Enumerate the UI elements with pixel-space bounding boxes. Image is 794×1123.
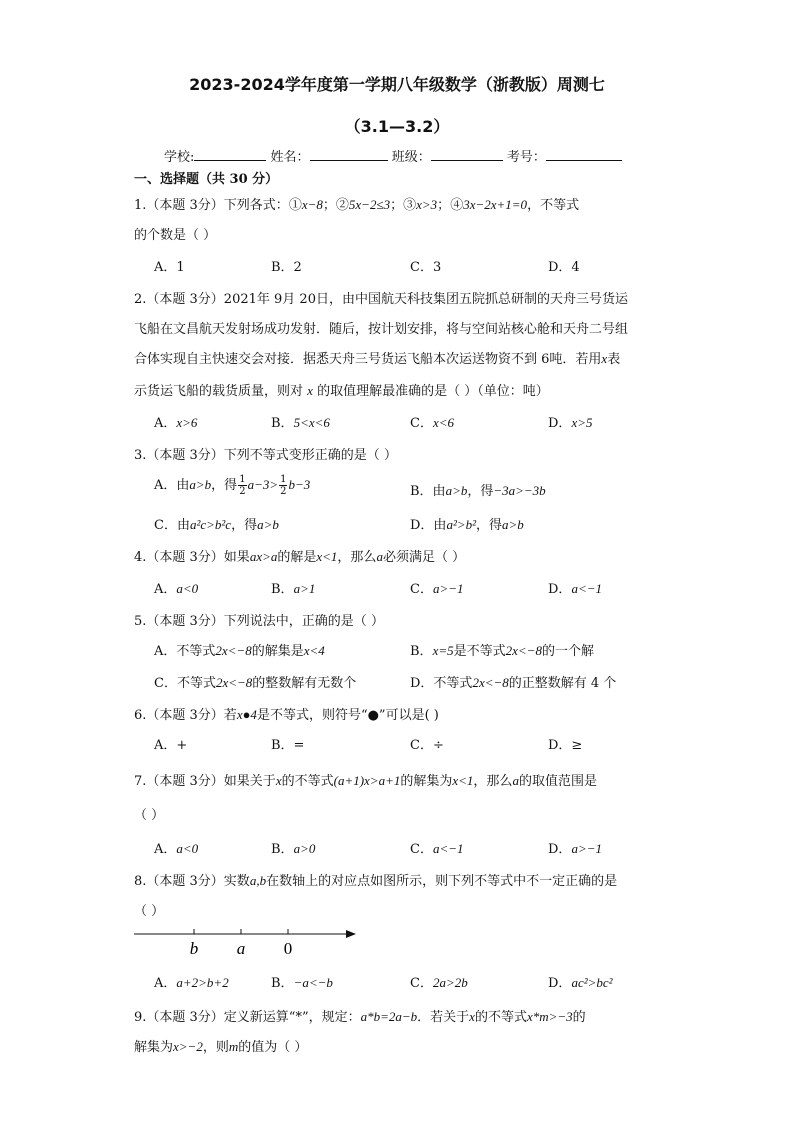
school-label: 学校: <box>164 150 195 165</box>
q5-option-d[interactable]: D．不等式2x<−8的正整数解有 4 个 <box>410 675 617 691</box>
question-8-line2: （ ） <box>134 904 165 919</box>
fraction-half: $\frac{1}{2}$ <box>239 474 246 497</box>
q1-option-d[interactable]: D．4 <box>548 260 580 275</box>
q5-option-b[interactable]: B．x=5是不等式2x<−8的一个解 <box>410 643 594 659</box>
question-2-line1: 2.（本题 3分）2021年 9月 20日，由中国航天科技集团五院抓总研制的天舟三号货运 <box>134 292 628 307</box>
section-title: 一、选择题（共 30 分） <box>134 172 279 187</box>
question-1-line2: 的个数是（ ） <box>134 228 217 243</box>
class-label: 班级： <box>391 150 431 165</box>
q3-option-b[interactable]: B．由a>b，得−3a>−3b <box>410 483 546 499</box>
page-subtitle: （3.1—3.2） <box>344 117 450 136</box>
q4-option-d[interactable]: D．a<−1 <box>548 581 602 597</box>
q2-option-c[interactable]: C．x<6 <box>410 415 454 431</box>
label-a: a <box>236 939 246 958</box>
q2-option-d[interactable]: D．x>5 <box>548 415 593 431</box>
school-blank[interactable] <box>194 148 266 161</box>
number-label: 考号： <box>506 150 546 165</box>
question-5-stem: 5.（本题 3分）下列说法中，正确的是（ ） <box>134 614 384 629</box>
q3-option-d[interactable]: D．由a²>b²，得a>b <box>410 517 524 533</box>
question-2-line4: 示货运飞船的载货质量，则对 x 的取值理解最准确的是（ ）（单位：吨） <box>134 383 549 399</box>
question-4-stem: 4.（本题 3分）如果ax>a的解是x<1，那么a必须满足（ ） <box>134 549 466 565</box>
q2-option-b[interactable]: B．5<x<6 <box>271 415 330 431</box>
number-line-arrow <box>346 930 356 938</box>
q4-option-c[interactable]: C．a>−1 <box>410 581 464 597</box>
question-9-line2: 解集为x>−2，则m的值为（ ） <box>134 1039 308 1055</box>
name-blank[interactable] <box>310 148 388 161</box>
q8-option-a[interactable]: A．a+2>b+2 <box>154 975 229 991</box>
fraction-half: $\frac{1}{2}$ <box>280 474 287 497</box>
q6-option-d[interactable]: D．≥ <box>548 738 583 753</box>
q6-option-b[interactable]: B．= <box>271 738 305 753</box>
q7-option-b[interactable]: B．a>0 <box>271 841 316 857</box>
q1-option-a[interactable]: A．1 <box>154 260 185 275</box>
q7-option-c[interactable]: C．a<−1 <box>410 841 464 857</box>
q4-option-b[interactable]: B．a>1 <box>271 581 316 597</box>
question-3-stem: 3.（本题 3分）下列不等式变形正确的是（ ） <box>134 448 397 463</box>
q2-option-a[interactable]: A．x>6 <box>154 415 198 431</box>
page-title: 2023-2024学年度第一学期八年级数学（浙教版）周测七 <box>189 75 605 94</box>
q5-option-c[interactable]: C．不等式2x<−8的整数解有无数个 <box>154 675 357 691</box>
question-7-stem: 7.（本题 3分）如果关于x的不等式(a+1)x>a+1的解集为x<1，那么a的取值范围是 <box>134 773 597 789</box>
q5-option-a[interactable]: A．不等式2x<−8的解集是x<4 <box>154 643 325 659</box>
question-7-line2: （ ） <box>134 808 165 823</box>
q7-option-d[interactable]: D．a>−1 <box>548 841 602 857</box>
label-b: b <box>189 939 199 958</box>
q4-option-a[interactable]: A．a<0 <box>154 581 199 597</box>
q3-option-c[interactable]: C．由a²c>b²c，得a>b <box>154 517 279 533</box>
q1-option-b[interactable]: B．2 <box>271 260 302 275</box>
name-label: 姓名： <box>270 150 310 165</box>
question-9-stem: 9.（本题 3分）定义新运算“*”，规定：a*b=2a−b．若关于x的不等式x*m>−3的 <box>134 1009 586 1025</box>
class-blank[interactable] <box>431 148 503 161</box>
q3-option-a[interactable]: A．由a>b，得 $\frac{1}{2}$ a−3> $\frac{1}{2}$ b−3 <box>154 474 311 497</box>
q8-option-d[interactable]: D．ac²>bc² <box>548 975 613 991</box>
number-line-figure <box>130 924 362 960</box>
q1-option-c[interactable]: C．3 <box>410 260 442 275</box>
question-1-stem: 1.（本题 3分）下列各式：①x−8；②5x−2≤3；③x>3；④3x−2x+1=0，不等式 <box>134 197 580 213</box>
info-fields <box>164 146 622 165</box>
q6-option-a[interactable]: A．+ <box>154 738 188 753</box>
question-2-line3: 合体实现自主快速交会对接．据悉天舟三号货运飞船本次运送物资不到 6吨．若用x表 <box>134 351 621 367</box>
q7-option-a[interactable]: A．a<0 <box>154 841 199 857</box>
question-6-stem: 6.（本题 3分）若x●4是不等式，则符号“●”可以是( ) <box>134 707 439 723</box>
question-8-stem: 8.（本题 3分）实数a,b在数轴上的对应点如图所示，则下列不等式中不一定正确的是 <box>134 873 618 889</box>
number-blank[interactable] <box>546 148 622 161</box>
q8-option-b[interactable]: B．−a<−b <box>271 975 333 991</box>
q8-option-c[interactable]: C．2a>2b <box>410 975 468 991</box>
question-2-line2: 飞船在文昌航天发射场成功发射．随后，按计划安排，将与空间站核心舱和天舟二号组 <box>134 322 629 337</box>
label-zero: 0 <box>283 939 293 958</box>
q6-option-c[interactable]: C．÷ <box>410 738 444 753</box>
